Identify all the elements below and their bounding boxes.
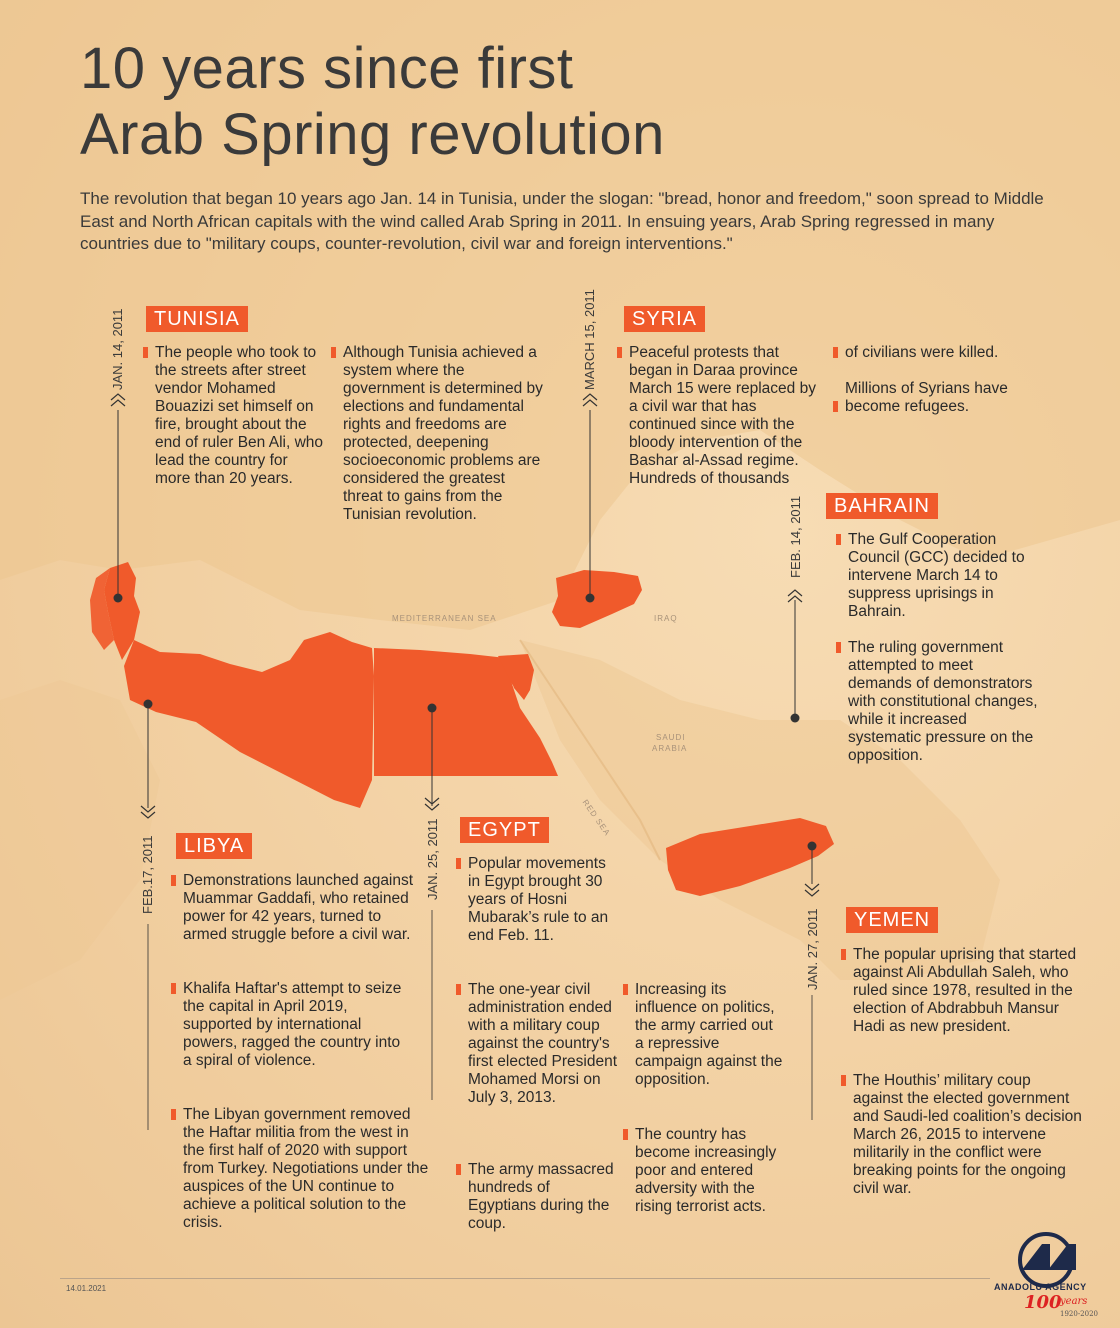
page-title: 10 years since first Arab Spring revolution [80,36,665,167]
date-tunisia: JAN. 14, 2011 [110,308,125,390]
footer-date: 14.01.2021 [66,1284,107,1293]
centenary-number: 100 [1024,1292,1062,1313]
label-saudi-2: ARABIA [652,744,688,753]
label-iraq: IRAQ [654,614,678,623]
footer-rule [60,1278,990,1279]
egypt-bullet-2: The one-year civil administration ended with a military coup against the country's first elected President Mohamed Morsi on July 3, 2013. [456,981,618,1107]
bahrain-bullet-1: The Gulf Cooperation Council (GCC) decided to intervene March 14 to suppress uprisings in Bahrain. [836,531,1038,621]
label-saudi-1: SAUDI [656,733,686,742]
yemen-bullet-2: The Houthis’ military coup against the elected government and Saudi-led coalition’s decision March 26, 2015 to intervene militarily in the conflict were breaking points for the ongoing civil war. [841,1072,1083,1198]
syria-bullet-2: of civilians were killed. [833,344,1045,362]
date-egypt: JAN. 25, 2011 [425,818,440,900]
syria-bullet-3-line2: become refugees. [833,398,1045,416]
anadolu-logo-icon [1020,1234,1076,1286]
date-bahrain: FEB. 14, 2011 [788,495,803,578]
country-tag-libya: LIBYA [176,833,252,859]
centenary-word: years [1060,1296,1088,1307]
syria-shape [552,570,642,628]
bahrain-bullet-2: The ruling government attempted to meet demands of demonstrators with constitutional changes, while it increased systematic pressure on the opposition. [836,639,1038,765]
egypt-bullet-5: The country has become increasingly poor and entered adversity with the rising terrorist acts. [623,1126,785,1216]
egypt-bullet-3: The army massacred hundreds of Egyptians during the coup. [456,1161,618,1233]
yemen-bullet-1: The popular uprising that started against Ali Abdullah Saleh, who ruled since 1978, resulted in the election of Abdrabbuh Mansur Hadi as new president. [841,946,1083,1036]
tunisia-bullet-1: The people who took to the streets after street vendor Mohamed Bouazizi set himself on fire, brought about the end of ruler Ben Ali, who lead the country for more than 20 years. [143,344,325,488]
egypt-bullet-4: Increasing its influence on politics, the army carried out a repressive campaign against the opposition. [623,981,785,1089]
label-mediterranean: MEDITERRANEAN SEA [392,614,497,623]
agency-name: ANADOLU AGENCY [994,1282,1087,1292]
country-tag-egypt: EGYPT [460,817,549,843]
libya-bullet-1: Demonstrations launched against Muammar Gaddafi, who retained power for 42 years, turned to armed struggle before a civil war. [171,872,423,944]
libya-bullet-2: Khalifa Haftar's attempt to seize the capital in April 2019, supported by international powers, ragged the country into a spiral of violence. [171,980,403,1070]
syria-bullet-1: Peaceful protests that began in Daraa province March 15 were replaced by a civil war that has continued since with the bloody intervention of the Bashar al-Assad regime. Hundreds of thousands [617,344,825,488]
country-tag-bahrain: BAHRAIN [826,493,938,519]
country-tag-syria: SYRIA [624,306,705,332]
label-red-sea: RED SEA [580,798,613,838]
centenary-range: 1920-2020 [1060,1310,1098,1318]
tunisia-bullet-2: Although Tunisia achieved a system where the government is determined by elections and fundamental rights and freedoms are protected, deepening socioeconomic problems are considered the greatest threat to gains from the Tunisian revolution. [331,344,543,524]
date-libya: FEB.17, 2011 [140,835,155,914]
country-tag-tunisia: TUNISIA [146,306,248,332]
syria-bullet-3-line1: Millions of Syrians have [845,380,1008,397]
libya-shape [124,632,374,808]
date-yemen: JAN. 27, 2011 [805,908,820,990]
country-tag-yemen: YEMEN [846,907,938,933]
libya-bullet-3: The Libyan government removed the Haftar militia from the west in the first half of 2020 with support from Turkey. Negotiations under the auspices of the UN continue to achieve a political solution to the crisis. [171,1106,433,1232]
egypt-bullet-1: Popular movements in Egypt brought 30 years of Hosni Mubarak’s rule to an end Feb. 11. [456,855,618,945]
date-syria: MARCH 15, 2011 [582,289,597,390]
intro-paragraph: The revolution that began 10 years ago Jan. 14 in Tunisia, under the slogan: "bread, honor and freedom," soon spread to Middle East and North African capitals with the wind called Arab Spring in 2011. In ensuing years, Arab Spring regressed in many countries due to "military coups, counter-revolution, civil war and foreign interventions." [80,189,1044,253]
